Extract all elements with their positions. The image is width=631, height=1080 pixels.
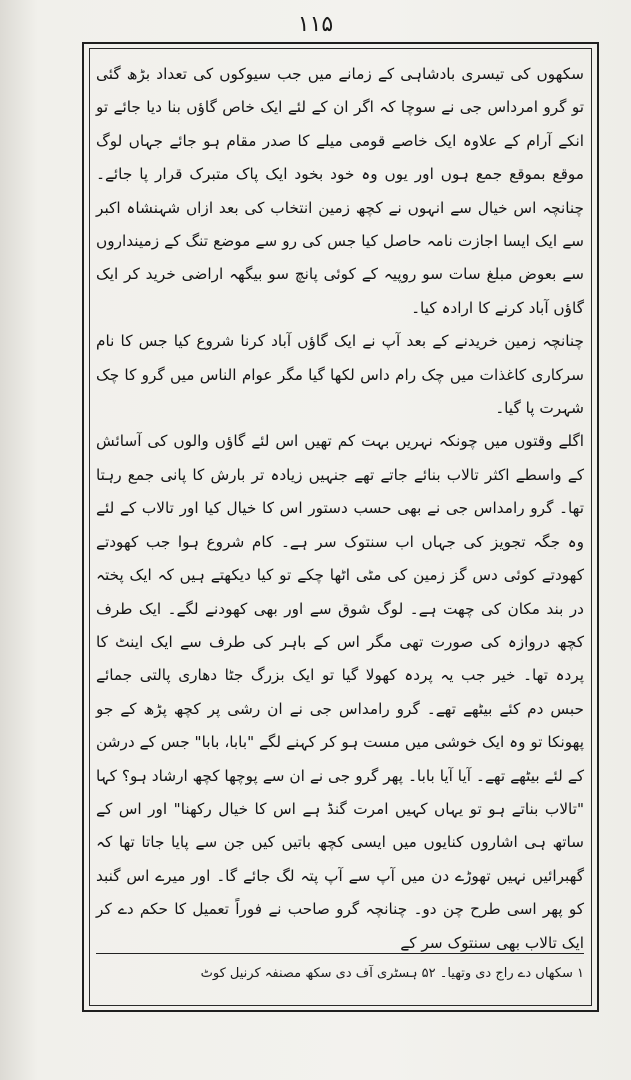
page-number: ۱۱۵ (297, 12, 334, 37)
paragraph: اگلے وقتوں میں چونکہ نہریں بہت کم تھیں اس لئے گاؤں والوں کی آسائش کے واسطے اکثر تالاب بنائے جاتے تھے جنہیں زیادہ تر بارش کا پانی جمع رہتا تھا۔ گرو رامداس جی نے بھی حسب دستور اس کا خیال کیا اور تالاب کے لئے وہ جگہ تجویز کی جہاں اب سنتوک سر ہے۔ کام شروع ہوا جب کھودتے کھودتے کوئی دس گز زمین کی مٹی اٹھا چکے تو کیا دیکھتے ہیں کہ ایک پختہ در بند مکان کی چھت ہے۔ لوگ شوق سے اور بھی کھودنے لگے۔ ایک طرف کچھ دروازہ کی صورت تھی مگر اس کے باہر کی طرف سے ایک اینٹ کا پردہ تھا۔ خیر جب یہ پردہ کھولا گیا تو ایک بزرگ جٹا دھاری پالتی جمائے حبس دم کئے بیٹھے تھے۔ گرو رامداس جی نے ان رشی پر کچھ پڑھ کے جو پھونکا تو وہ ایک خوشی میں مست ہو کر کہنے لگے "بابا، بابا" جس کے درشن کے لئے بیٹھے تھے۔ آیا آیا بابا۔ پھر گرو جی نے ان سے پوچھا کچھ ارشاد ہو؟ کہا "تالاب بناتے ہو تو یہاں کہیں امرت گنڈ ہے اس کا خیال رکھنا" اور اس کے ساتھ ہی اشاروں کنایوں میں ایسی کچھ باتیں کیں جن سے پایا جاتا تھا کہ گھبرائیں نہیں تھوڑے دن میں آپ سے آپ پتہ لگ جائے گا۔ اور میرے اس گنبد کو پھر اسی طرح چن دو۔ چنانچہ گرو صاحب نے فوراً تعمیل کا حکم دے کر ایک تالاب بھی سنتوک سر کے (96, 432, 584, 952)
footnote-divider (96, 953, 584, 954)
footnote-text: سکھاں دے راج دی وتھیا۔ ۵۲ ہسٹری آف دی سکھ مصنفہ کرنیل کوٹ (200, 966, 573, 981)
paragraph: سکھوں کی تیسری بادشاہی کے زمانے میں جب سیوکوں کی تعداد بڑھ گئی تو گرو امرداس جی نے سوچا کہ اگر ان کے لئے ایک خاص گاؤں بنا دیا جائے تو انکے آرام کے علاوہ ایک خاصے قومی میلے کا صدر مقام ہو جائے جہاں لوگ موقع بموقع جمع ہوں اور یوں وہ خود بخود ایک پاک متبرک قرار پا جائے۔ چنانچہ اس خیال سے انہوں نے کچھ زمین انتخاب کی بعد ازاں شہنشاہ اکبر سے ایک ایسا اجازت نامہ حاصل کیا جس کی رو سے موضع تنگ کے زمینداروں سے بعوض مبلغ سات سو روپیہ کے کوئی پانچ سو بیگھہ اراضی خرید کر ایک گاؤں آباد کرنے کا ارادہ کیا۔ (96, 65, 584, 317)
footnote (96, 960, 584, 988)
main-text (96, 58, 584, 960)
paragraph: چنانچہ زمین خریدنے کے بعد آپ نے ایک گاؤں آباد کرنا شروع کیا جس کا نام سرکاری کاغذات میں چک رام داس لکھا گیا مگر عوام الناس میں گرو کا چک شہرت پا گیا۔ (96, 332, 584, 418)
footnote-marker: ۱ (577, 966, 584, 981)
